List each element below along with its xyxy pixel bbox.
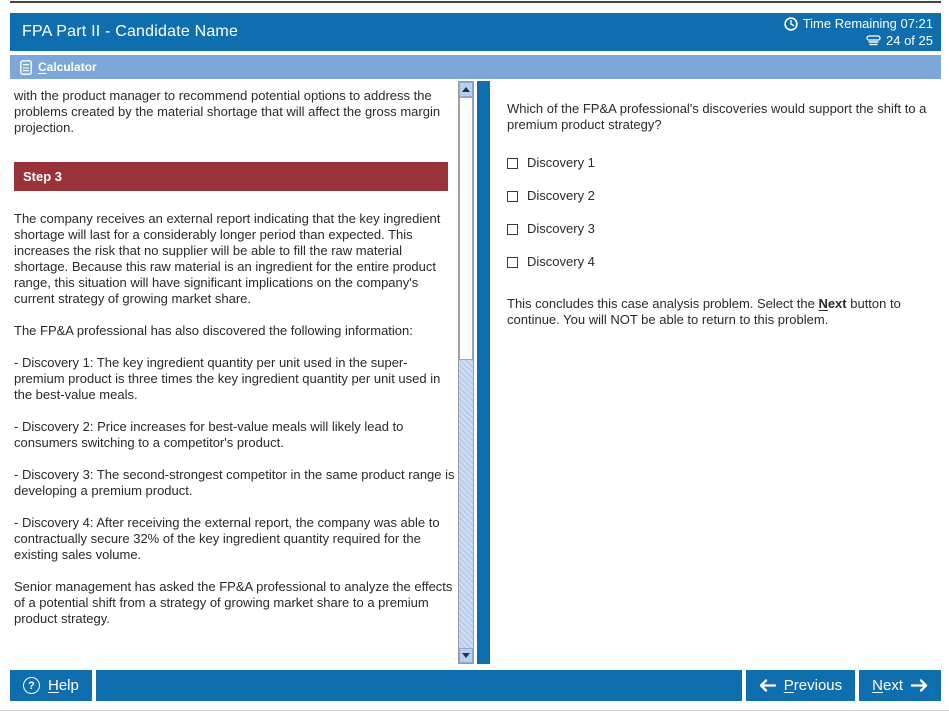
scroll-up-button[interactable] (459, 82, 473, 97)
answer-option[interactable] (507, 221, 941, 237)
option-label: Discovery 1 (527, 155, 595, 170)
option-label: Discovery 2 (527, 188, 595, 203)
case-paragraph: - Discovery 3: The second-strongest competitor in the same product range is developing a premium product. (14, 467, 455, 498)
case-paragraph: - Discovery 2: Price increases for best-value meals will likely lead to consumers switching to a competitor's product. (14, 419, 404, 450)
answer-option[interactable] (507, 155, 941, 171)
page-title: FPA Part II - Candidate Name (22, 23, 239, 40)
panel-divider (477, 81, 490, 664)
window-bottom-border (0, 710, 949, 711)
arrow-left-icon (759, 679, 776, 692)
header-bar (10, 13, 941, 51)
case-study-panel (10, 81, 476, 664)
checkbox[interactable] (507, 257, 518, 268)
arrow-right-icon (911, 679, 928, 692)
question-progress: 24 of 25 (886, 33, 933, 48)
step-banner: Step 3 (14, 162, 448, 191)
clock-icon (784, 17, 798, 31)
answer-option[interactable] (507, 254, 941, 270)
question-mark-icon: ? (23, 677, 40, 694)
checkbox[interactable] (507, 158, 518, 169)
case-paragraph: - Discovery 4: After receiving the external report, the company was able to contractually secure 32% of the key ingredient quantity required for the existing sales volume. (14, 515, 440, 562)
calculator-icon[interactable] (20, 60, 32, 75)
help-button[interactable]: ? Help (10, 670, 92, 701)
calculator-button[interactable]: Calculator (38, 60, 97, 74)
scrollbar-thumb[interactable] (459, 97, 473, 360)
question-text: Which of the FP&A professional's discoveries would support the shift to a premium product strategy? (507, 101, 927, 132)
answer-option[interactable] (507, 188, 941, 204)
previous-button[interactable]: Previous (746, 670, 855, 701)
page-stack-icon (866, 35, 881, 46)
window-top-border (10, 1, 941, 3)
triangle-down-icon (462, 653, 470, 658)
case-paragraph: The company receives an external report indicating that the key ingredient shortage will last for a considerably longer period than expected. This increases the risk that no supplier will be able to fill the raw material shortage. Because this raw material is an ingredient for the entire product range, this situation will have significant implications on the company's current strategy of growing market share. (14, 211, 441, 306)
case-paragraph: Senior management has asked the FP&A professional to analyze the effects of a potential shift from a strategy of growing market share to a premium product strategy. (14, 579, 453, 626)
option-label: Discovery 3 (527, 221, 595, 236)
triangle-up-icon (462, 87, 470, 92)
closing-instructions: This concludes this case analysis problem. Select the Next button to continue. You will NOT be able to return to this problem. (507, 296, 901, 327)
footer-spacer (96, 670, 742, 701)
scroll-down-button[interactable] (459, 648, 473, 663)
checkbox[interactable] (507, 191, 518, 202)
footer-bar (10, 670, 941, 701)
time-remaining: Time Remaining 07:21 (802, 16, 933, 31)
case-paragraph: The FP&A professional has also discovered the following information: (14, 323, 413, 338)
question-panel (491, 81, 941, 664)
option-label: Discovery 4 (527, 254, 595, 269)
case-paragraph: - Discovery 1: The key ingredient quantity per unit used in the super-premium product is three times the key ingredient quantity per unit used in the best-value meals. (14, 355, 441, 402)
case-paragraph: with the product manager to recommend potential options to address the problems created by the material shortage that will affect the gross margin projection. (14, 88, 441, 135)
toolbar (10, 55, 941, 79)
vertical-scrollbar[interactable] (458, 81, 474, 664)
checkbox[interactable] (507, 224, 518, 235)
next-button[interactable]: Next (859, 670, 941, 701)
